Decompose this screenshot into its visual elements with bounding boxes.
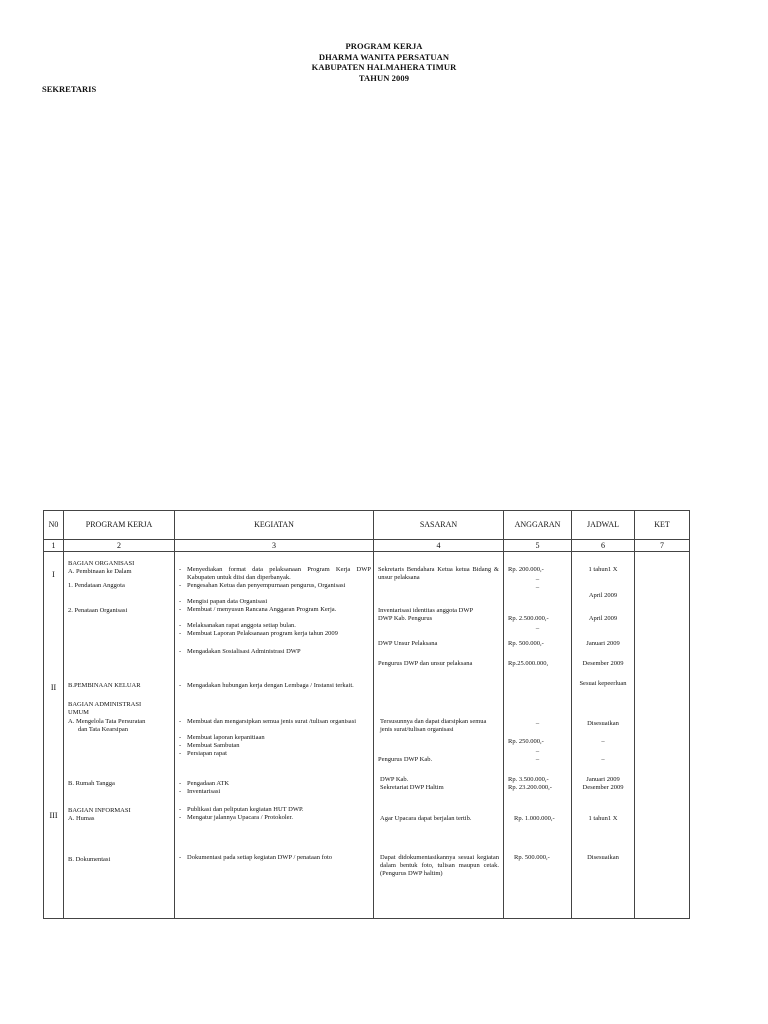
col-header-jadwal: JADWAL: [572, 511, 635, 540]
col-header-ket: KET: [635, 511, 690, 540]
kegiatan-item: - Mengisi papan data Organisasi: [179, 598, 371, 606]
program-item: 2. Penataan Organisasi: [68, 607, 128, 614]
col-header-no: N0: [44, 511, 64, 540]
kegiatan-item: - Pengadaan ATK: [179, 780, 371, 788]
kegiatan-item: - Membuat / menyusun Rancana Anggaran Program Kerja.: [179, 606, 371, 614]
kegiatan-item: - Melaksanakan rapat anggota setiap bulan.: [179, 622, 371, 630]
program-cell: [64, 552, 175, 919]
kegiatan-item: - Pengesahan Ketua dan penyempurnaan pengurus, Organisasi: [179, 582, 371, 590]
sasaran-item: Pengurus DWP dan unsur pelaksana: [378, 660, 473, 667]
anggaran-value: Rp. 3.500.000,-: [508, 776, 549, 783]
kegiatan-item: - Persiapan rapat: [179, 750, 371, 758]
program-item: 1. Pendataan Anggota: [68, 582, 125, 589]
kegiatan-cell: [175, 552, 374, 919]
program-item: dan Tata Kearsipan: [78, 726, 128, 733]
title-line: DHARMA WANITA PERSATUAN: [318, 51, 450, 62]
program-heading: BAGIAN ORGANISASI: [68, 560, 135, 567]
anggaran-value: Rp. 250.000,-: [508, 738, 544, 745]
kegiatan-item: - Membuat Sambutan: [179, 742, 371, 750]
program-heading: UMUM: [68, 709, 89, 716]
anggaran-value: Rp. 200.000,-: [508, 566, 544, 573]
col-header-anggaran: ANGGARAN: [504, 511, 572, 540]
jadwal-value: 1 tahun1 X: [588, 815, 618, 822]
roman-numeral: I: [52, 570, 55, 579]
kegiatan-item: - Membuat laporan kepanitiaan: [179, 734, 371, 742]
title-line: PROGRAM KERJA: [345, 41, 423, 51]
kegiatan-item: - Inventarisasi: [179, 788, 371, 796]
sasaran-item: Sekretaris Bendahara Ketua ketua Bidang & unsur pelaksana: [378, 566, 499, 581]
kegiatan-item: - Membuat dan mengarsipkan semua jenis surat /tulisan organisasi: [179, 718, 371, 726]
column-number: 6: [572, 540, 635, 552]
kegiatan-item: - Dokumentasi pada setiap kegiatan DWP / penataan foto: [179, 854, 371, 862]
program-item: B.PEMBINAAN KELUAR: [68, 682, 141, 689]
jadwal-value: Desember 2009: [582, 660, 624, 667]
dash-mark: _: [535, 746, 540, 753]
col-header-sasaran: SASARAN: [374, 511, 504, 540]
jadwal-cell: [572, 552, 635, 919]
table-body-row: [44, 552, 690, 919]
dash-mark: _: [601, 754, 605, 761]
dash-mark: _: [535, 574, 540, 581]
document-header: [0, 41, 768, 83]
column-number: 4: [374, 540, 504, 552]
anggaran-value: Rp.25.000.000,: [508, 660, 549, 667]
anggaran-value: Rp. 23.200.000,-: [508, 784, 552, 791]
jadwal-value: Desember 2009: [582, 784, 624, 791]
jadwal-value: April 2009: [588, 615, 618, 622]
kegiatan-item: - Mengatur jalannya Upacara / Protokoler.: [179, 814, 371, 822]
column-number: 2: [64, 540, 175, 552]
sasaran-item: Tersusunnya dan dapat diarsipkan semua jenis surat/tulisan organisasi: [380, 718, 487, 733]
dash-mark: _: [535, 754, 540, 761]
program-item: A. Pembinaan ke Dalam: [68, 568, 132, 575]
column-number: 1: [44, 540, 64, 552]
sasaran-item: Sekretariat DWP Haltim: [380, 784, 444, 791]
column-number: 7: [635, 540, 690, 552]
jadwal-value: 1 tahun1 X: [588, 566, 618, 573]
kegiatan-item: - Mengadakan Sosialisasi Administrasi DWP: [179, 648, 371, 656]
kegiatan-item: - Publikasi dan peliputan kegiatan HUT DWP.: [179, 806, 371, 814]
sasaran-item: Agar Upacara dapat berjalan tertib.: [380, 815, 472, 822]
program-table: [43, 510, 690, 919]
title-line: KABUPATEN HALMAHERA TIMUR: [311, 62, 457, 72]
col-header-program: PROGRAM KERJA: [64, 511, 175, 540]
dash-mark: _: [535, 623, 540, 630]
roman-numeral: II: [50, 683, 57, 692]
kegiatan-item: - Menyediakan format data pelaksanaan Program Kerja DWP Kabupaten untuk diisi dan diperbanyak.: [179, 566, 371, 582]
jadwal-value: Januari 2009: [586, 776, 620, 783]
column-number: 3: [175, 540, 374, 552]
sasaran-item: DWP Unsur Pelaksana: [378, 640, 438, 647]
anggaran-value: Rp. 2.500.000,-: [508, 615, 549, 622]
ket-cell: [635, 552, 690, 919]
jadwal-value: April 2009: [588, 592, 618, 599]
anggaran-value: Rp. 500.000,-: [514, 854, 550, 861]
kegiatan-item: - Membuat Laporan Pelaksanaan program kerja tahun 2009: [179, 630, 371, 638]
dash-mark: _: [535, 582, 540, 589]
program-heading: BAGIAN INFORMASI: [68, 807, 131, 814]
no-cell: [44, 552, 64, 919]
jadwal-value: Sesuai kepeerluan: [579, 680, 627, 687]
column-number: 5: [504, 540, 572, 552]
program-heading: BAGIAN ADMINISTRASI: [68, 701, 142, 708]
section-label: SEKRETARIS: [42, 84, 97, 94]
sasaran-cell: [374, 552, 504, 919]
program-item: B. Dokumentasi: [68, 856, 111, 863]
program-item: B. Rumah Tangga: [68, 780, 115, 787]
anggaran-value: Rp. 1.000.000,-: [514, 815, 555, 822]
anggaran-value: Rp. 500.000,-: [508, 640, 544, 647]
sasaran-item: Pengurus DWP Kab.: [378, 756, 433, 763]
program-item: A. Mengelola Tata Persuratan: [68, 718, 146, 725]
roman-numeral: III: [49, 811, 58, 820]
jadwal-value: Disesuaikan: [587, 854, 619, 861]
dash-mark: _: [535, 718, 540, 725]
kegiatan-item: - Mengadakan hubungan kerja dengan Lembaga / Instansi terkait.: [179, 682, 371, 690]
sasaran-item: DWP Kab.: [380, 776, 409, 783]
anggaran-cell: [504, 552, 572, 919]
col-header-kegiatan: KEGIATAN: [175, 511, 374, 540]
program-item: A. Humas: [68, 815, 95, 822]
jadwal-value: Januari 2009: [586, 640, 620, 647]
sasaran-item: DWP Kab. Pengurus: [378, 615, 433, 622]
header-row: [44, 511, 690, 540]
jadwal-value: Disesuaikan: [587, 720, 619, 727]
title-line: TAHUN 2009: [358, 72, 410, 83]
column-number-row: [44, 540, 690, 552]
dash-mark: _: [601, 736, 605, 743]
sasaran-item: Dapat didokumentasikannya sesuai kegiatan dalam bentuk foto, tulisan maupun cetak. (Pengurus DWP haltim): [380, 854, 499, 877]
sasaran-item: Inventarisasi identitas anggota DWP: [378, 607, 474, 614]
